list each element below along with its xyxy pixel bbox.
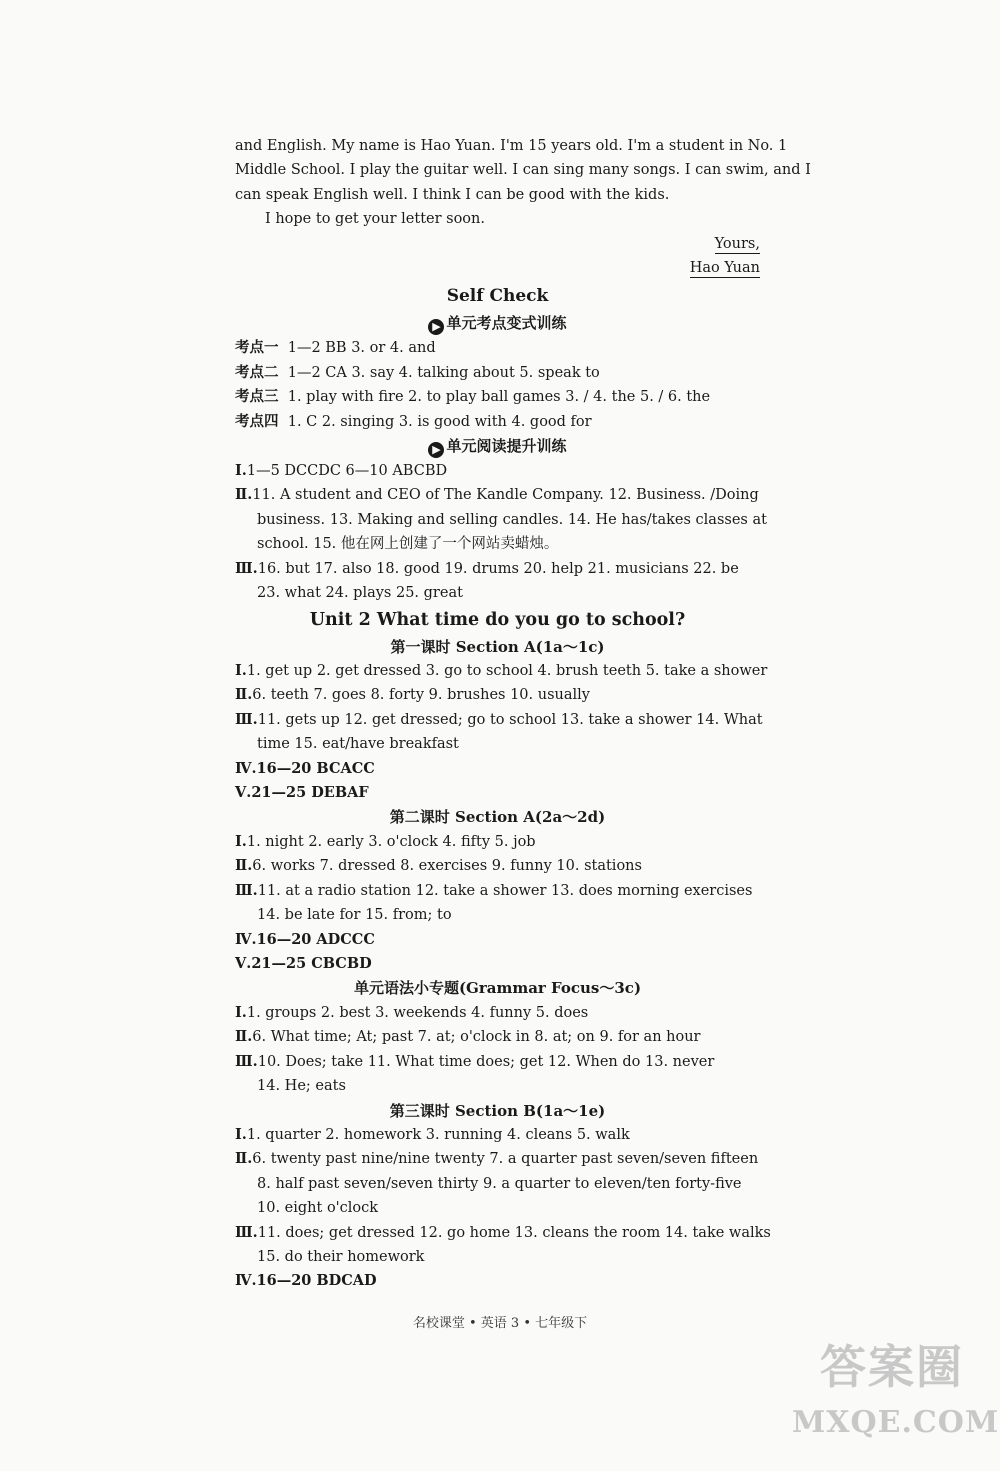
answer-row-cont: 10. eight o'clock bbox=[257, 1200, 379, 1217]
letter-closing-line: I hope to get your letter soon. bbox=[265, 211, 485, 228]
answer-row: Ⅰ.1—5 DCCDC 6—10 ABCBD bbox=[235, 462, 448, 480]
answer-page bbox=[235, 134, 811, 1294]
kaodian-row: 考点四 1. C 2. singing 3. is good with 4. good for bbox=[235, 412, 592, 430]
letter-signature: Hao Yuan bbox=[689, 260, 760, 277]
answer-row: Ⅱ.6. twenty past nine/nine twenty 7. a quarter past seven/seven fifteen bbox=[235, 1150, 759, 1168]
page-footer: 名校课堂 • 英语 3 • 七年级下 bbox=[412, 1316, 588, 1331]
watermark bbox=[792, 1331, 1000, 1461]
letter-line: can speak English well. I think I can be good with the kids. bbox=[235, 186, 670, 203]
answer-row: Ⅱ.11. A student and CEO of The Kandle Company. 12. Business. /Doing bbox=[235, 486, 759, 504]
answer-row: Ⅳ.16—20 BDCAD bbox=[235, 1272, 377, 1290]
answer-row: Ⅴ.21—25 DEBAF bbox=[235, 784, 369, 802]
answer-row: Ⅱ.6. What time; At; past 7. at; o'clock in 8. at; on 9. for an hour bbox=[235, 1028, 701, 1046]
kaodian-row: 考点一 1—2 BB 3. or 4. and bbox=[235, 339, 436, 357]
answer-row: Ⅰ.1. groups 2. best 3. weekends 4. funny 5. does bbox=[235, 1003, 589, 1021]
answer-row: Ⅱ.6. works 7. dressed 8. exercises 9. funny 10. stations bbox=[235, 857, 642, 875]
watermark-url: MXQE.COM bbox=[792, 1405, 1000, 1440]
letter-line: Middle School. I play the guitar well. I can sing many songs. I can swim, and I bbox=[235, 162, 811, 179]
answer-row-cont: time 15. eat/have breakfast bbox=[257, 736, 459, 753]
unit-title: Unit 2 What time do you go to school? bbox=[309, 609, 686, 630]
answer-row: Ⅲ.10. Does; take 11. What time does; get 12. When do 13. never bbox=[235, 1052, 715, 1070]
section-heading: ▶ 单元考点变式训练 bbox=[235, 311, 760, 336]
answer-row-cont: business. 13. Making and selling candles. 14. He has/takes classes at bbox=[257, 511, 767, 528]
lesson-title: 第一课时 Section A(1a～1c) bbox=[390, 637, 605, 656]
answer-row: Ⅰ.1. night 2. early 3. o'clock 4. fifty 5. job bbox=[235, 832, 536, 850]
watermark-logo: 答案圈 bbox=[820, 1340, 964, 1394]
answer-row: Ⅰ.1. quarter 2. homework 3. running 4. cleans 5. walk bbox=[235, 1126, 630, 1143]
answer-row: Ⅲ.16. but 17. also 18. good 19. drums 20. help 21. musicians 22. be bbox=[235, 559, 739, 577]
answer-row-cont: 15. do their homework bbox=[257, 1249, 425, 1266]
answer-row-cont: 8. half past seven/seven thirty 9. a quarter to eleven/ten forty-five bbox=[257, 1175, 742, 1192]
lesson-title: 第三课时 Section B(1a～1e) bbox=[389, 1101, 606, 1120]
answer-row-cont: 14. He; eats bbox=[257, 1078, 346, 1095]
answer-row-cont: 23. what 24. plays 25. great bbox=[257, 585, 463, 602]
section-heading: ▶ 单元阅读提升训练 bbox=[235, 434, 760, 459]
kaodian-row: 考点三 1. play with fire 2. to play ball games 3. / 4. the 5. / 6. the bbox=[235, 388, 711, 406]
answer-row: Ⅲ.11. does; get dressed 12. go home 13. cleans the room 14. take walks bbox=[235, 1223, 771, 1241]
answer-row-cont: 14. be late for 15. from; to bbox=[257, 907, 452, 924]
arrow-icon: ▶ bbox=[428, 319, 444, 335]
answer-row: Ⅳ.16—20 ADCCC bbox=[235, 930, 375, 948]
answer-row-cont: school. 15. 他在网上创建了一个网站卖蜡烛。 bbox=[257, 536, 559, 553]
lesson-title: 第二课时 Section A(2a～2d) bbox=[389, 808, 606, 827]
answer-row: Ⅲ.11. gets up 12. get dressed; go to school 13. take a shower 14. What bbox=[235, 710, 763, 728]
answer-row: Ⅱ.6. teeth 7. goes 8. forty 9. brushes 10. usually bbox=[235, 686, 590, 704]
kaodian-row: 考点二 1—2 CA 3. say 4. talking about 5. speak to bbox=[235, 363, 600, 381]
lesson-title: 单元语法小专题(Grammar Focus～3c) bbox=[353, 979, 642, 998]
arrow-icon: ▶ bbox=[428, 442, 444, 458]
self-check-title: Self Check bbox=[446, 286, 549, 307]
letter-line: and English. My name is Hao Yuan. I'm 15 years old. I'm a student in No. 1 bbox=[235, 138, 788, 154]
answer-row: Ⅲ.11. at a radio station 12. take a shower 13. does morning exercises bbox=[235, 881, 753, 899]
letter-signoff: Yours, bbox=[714, 235, 760, 252]
answer-row: Ⅰ.1. get up 2. get dressed 3. go to school 4. brush teeth 5. take a shower bbox=[235, 662, 768, 679]
answer-row: Ⅳ.16—20 BCACC bbox=[235, 759, 375, 777]
answer-row: Ⅴ.21—25 CBCBD bbox=[235, 954, 372, 972]
